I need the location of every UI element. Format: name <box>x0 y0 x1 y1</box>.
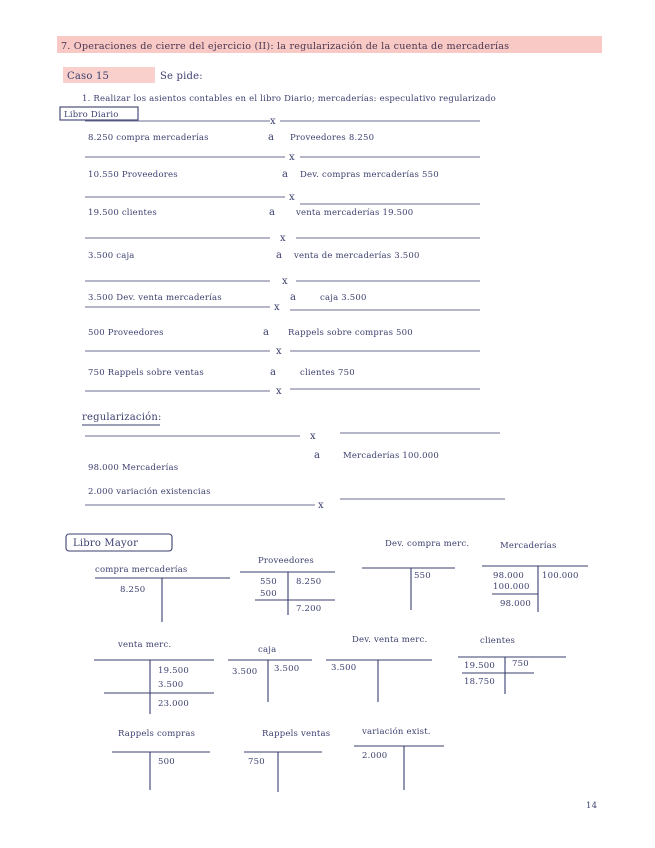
case-label: Caso 15 <box>67 71 110 82</box>
entry-credit: Rappels sobre compras 500 <box>288 328 413 338</box>
regularizacion-label: regularización: <box>82 412 162 423</box>
svg-text:100.000: 100.000 <box>493 582 530 592</box>
svg-text:8.250: 8.250 <box>120 585 146 595</box>
svg-text:550: 550 <box>260 577 277 587</box>
t-account-mercaderias <box>482 540 588 612</box>
svg-text:x: x <box>276 386 282 397</box>
svg-text:x: x <box>310 431 316 442</box>
svg-text:7.200: 7.200 <box>296 604 322 614</box>
svg-text:750: 750 <box>248 757 265 767</box>
svg-text:x: x <box>280 233 286 244</box>
svg-text:500: 500 <box>158 757 175 767</box>
svg-text:750: 750 <box>512 659 529 669</box>
entry-a: a <box>268 132 275 143</box>
svg-text:Dev. compra merc.: Dev. compra merc. <box>385 539 470 549</box>
svg-text:x: x <box>289 152 295 163</box>
entry-debit: 19.500 clientes <box>88 208 157 218</box>
regularizacion-debit-1: 98.000 Mercaderías <box>88 463 179 473</box>
journal-entry-7 <box>85 346 480 397</box>
case-prompt: Se pide: <box>160 71 203 82</box>
entry-a: a <box>269 207 276 218</box>
svg-text:550: 550 <box>414 571 431 581</box>
entry-debit: 750 Rappels sobre ventas <box>88 368 204 378</box>
entry-a: a <box>270 367 277 378</box>
journal-entry-2 <box>85 152 480 180</box>
entry-credit: venta mercaderías 19.500 <box>296 208 414 218</box>
svg-text:venta merc.: venta merc. <box>118 640 172 650</box>
t-account-venta-merc <box>94 640 214 714</box>
svg-text:98.000: 98.000 <box>500 599 531 609</box>
entry-credit: clientes 750 <box>300 368 355 378</box>
t-account-dev-compra <box>362 539 469 610</box>
entry-debit: 8.250 compra mercaderías <box>88 133 209 143</box>
journal-entry-3 <box>85 192 480 218</box>
entry-credit: Proveedores 8.250 <box>290 133 375 143</box>
t-account-proveedores <box>240 556 335 615</box>
entry-a: a <box>290 292 297 303</box>
entry-debit: 3.500 Dev. venta mercaderías <box>88 293 222 303</box>
regularizacion-debit-2: 2.000 variación existencias <box>88 487 211 497</box>
t-account-compra-mercaderias <box>95 564 230 622</box>
svg-text:x: x <box>276 346 282 357</box>
svg-text:variación exist.: variación exist. <box>362 727 431 737</box>
task-text: 1. Realizar los asientos contables en el libro Diario; mercaderías: especulativo regularizado <box>82 94 496 104</box>
libro-mayor-label: Libro Mayor <box>73 538 139 549</box>
entry-credit: venta de mercaderías 3.500 <box>294 251 420 261</box>
entry-a: a <box>282 169 289 180</box>
entry-debit: 10.550 Proveedores <box>88 170 178 180</box>
svg-text:x: x <box>274 302 280 313</box>
svg-text:3.500: 3.500 <box>274 664 300 674</box>
svg-text:2.000: 2.000 <box>362 751 388 761</box>
journal-entry-5 <box>85 276 480 303</box>
journal-entry-6 <box>85 302 480 338</box>
svg-text:18.750: 18.750 <box>464 677 495 687</box>
entry-debit: 3.500 caja <box>88 251 135 261</box>
svg-text:19.500: 19.500 <box>464 661 495 671</box>
libro-diario-label: Libro Diario <box>64 110 119 120</box>
svg-text:x: x <box>318 500 324 511</box>
svg-text:Rappels ventas: Rappels ventas <box>262 729 331 739</box>
entry-a: a <box>276 250 283 261</box>
svg-text:x: x <box>289 192 295 203</box>
svg-text:8.250: 8.250 <box>296 577 322 587</box>
svg-text:Mercaderías: Mercaderías <box>500 541 557 551</box>
t-account-variacion-existencias <box>354 726 444 790</box>
svg-text:Dev. venta merc.: Dev. venta merc. <box>352 635 428 645</box>
svg-text:3.500: 3.500 <box>158 680 184 690</box>
t-account-clientes <box>458 636 566 694</box>
entry-credit: caja 3.500 <box>320 293 367 303</box>
entry-credit: Dev. compras mercaderías 550 <box>300 170 439 180</box>
svg-text:3.500: 3.500 <box>331 663 357 673</box>
svg-text:100.000: 100.000 <box>542 571 579 581</box>
svg-text:clientes: clientes <box>480 636 516 646</box>
t-account-caja <box>228 645 312 702</box>
svg-text:98.000: 98.000 <box>493 571 524 581</box>
page-number: 14 <box>586 801 598 811</box>
t-account-rappels-compras <box>112 729 210 790</box>
t-account-rappels-ventas <box>244 729 330 792</box>
svg-text:19.500: 19.500 <box>158 666 189 676</box>
svg-text:Proveedores: Proveedores <box>258 556 314 566</box>
svg-text:x: x <box>270 116 276 127</box>
svg-text:23.000: 23.000 <box>158 699 189 709</box>
svg-text:3.500: 3.500 <box>232 667 258 677</box>
regularizacion-a: a <box>314 450 321 461</box>
entry-a: a <box>263 327 270 338</box>
regularizacion-credit: Mercaderías 100.000 <box>343 451 439 461</box>
journal-entry-4 <box>85 233 480 261</box>
svg-text:caja: caja <box>258 645 277 655</box>
journal-entry-1 <box>85 116 480 143</box>
svg-text:x: x <box>282 276 288 287</box>
svg-text:500: 500 <box>260 589 277 599</box>
entry-debit: 500 Proveedores <box>88 328 164 338</box>
svg-text:compra mercaderías: compra mercaderías <box>95 565 188 575</box>
page-title: 7. Operaciones de cierre del ejercicio (II): la regularización de la cuenta de mercaderías <box>61 41 510 52</box>
t-account-dev-venta <box>326 635 432 702</box>
svg-text:Rappels compras: Rappels compras <box>118 729 196 739</box>
